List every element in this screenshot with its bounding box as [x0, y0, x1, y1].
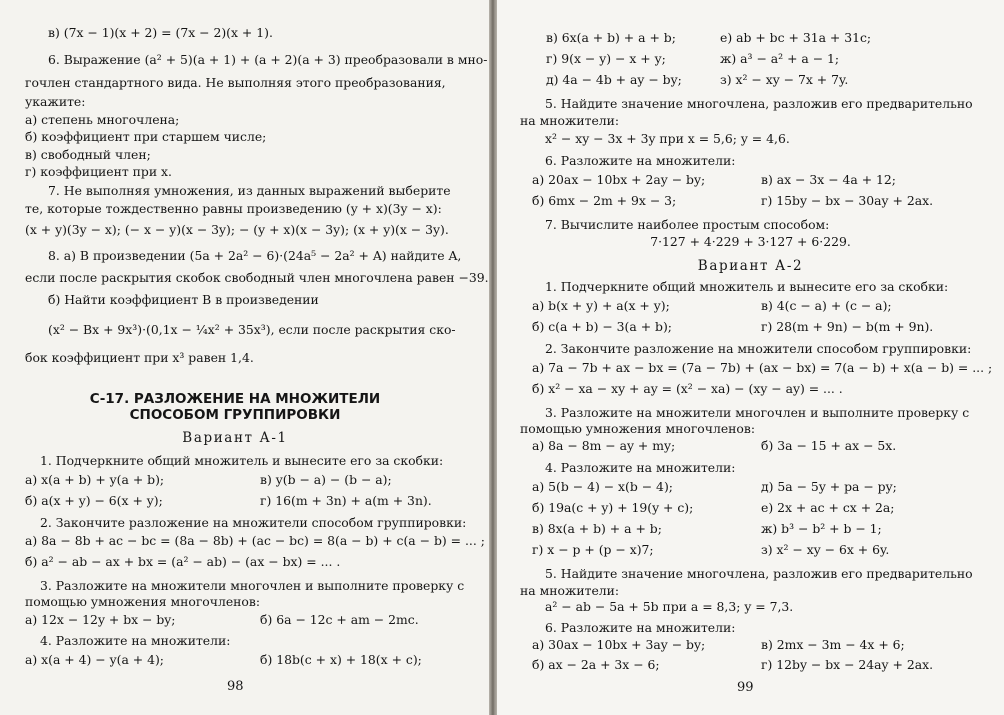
a1-task2-a: а) 8a − 8b + ac − bc = (8a − 8b) + (ac − bc) = 8(a − b) + c(a − b) = ... ; — [25, 533, 485, 548]
a2-task4-title: 4. Разложите на множители: — [545, 460, 736, 475]
task7-title: 7. Вычислите наиболее простым способом: — [545, 217, 830, 232]
section-title-line-2: СПОСОБОМ ГРУППИРОВКИ — [129, 407, 341, 423]
a2-task5-line-2: на множители: — [520, 583, 620, 598]
a2-task6-b: б) ax − 2a + 3x − 6; — [532, 657, 660, 672]
problem-6-line-2: гочлен стандартного вида. Не выполняя этого преобразования, — [25, 75, 446, 90]
task4-d-line: д) 4a − 4b + ay − by; — [546, 72, 682, 87]
task4-z-line: з) x² − xy − 7x + 7y. — [720, 72, 849, 87]
a1-task1-title: 1. Подчеркните общий множитель и вынесите его за скобки: — [40, 453, 444, 468]
problem-8b-line-1: б) Найти коэффициент B в произведении — [48, 292, 319, 307]
a2-task6-v: в) 2mx − 3m − 4x + 6; — [761, 637, 905, 652]
task7-expression: 7·127 + 4·229 + 3·127 + 6·229. — [650, 234, 851, 249]
a2-task3-line-1: 3. Разложите на множители многочлен и выполните проверку с — [545, 405, 970, 420]
a1-task4-b: б) 18b(c + x) + 18(x + c); — [260, 652, 422, 667]
a2-task3-line-2: помощью умножения многочленов: — [520, 421, 756, 436]
a2-task6-title: 6. Разложите на множители: — [545, 620, 736, 635]
a2-task3-b: б) 3a − 15 + ax − 5x. — [761, 438, 897, 453]
problem-7-line-3: (x + y)(3y − x); (− x − y)(x − 3y); − (y + x)(x − 3y); (x + y)(x − 3y). — [25, 222, 449, 237]
task4-e-line: е) ab + bc + 31a + 31c; — [720, 30, 872, 45]
a1-task3-b: б) 6a − 12c + am − 2mc. — [260, 612, 419, 627]
a2-task1-b: б) c(a + b) − 3(a + b); — [532, 319, 672, 334]
problem-6-line-3: укажите: — [25, 94, 86, 109]
a1-task1-v: в) y(b − a) − (b − a); — [260, 472, 392, 487]
a1-task3-line-2: помощью умножения многочленов: — [25, 594, 261, 609]
a2-task2-title: 2. Закончите разложение на множители способом группировки: — [545, 341, 972, 356]
a2-task4-g: г) x − p + (p − x)7; — [532, 542, 654, 557]
a2-task5-line-1: 5. Найдите значение многочлена, разложив его предварительно — [545, 566, 973, 581]
problem-8-line-1: 8. а) В произведении (5a + 2a² − 6)·(24a⁵ − 2a² + A) найдите A, — [48, 248, 462, 263]
problem-8b-formula: (x² − Bx + 9x³)·(0,1x − ¼x² + 35x³), если после раскрытия ско- — [48, 322, 456, 337]
a1-task1-g: г) 16(m + 3n) + a(m + 3n). — [260, 493, 432, 508]
task6-a: а) 20ax − 10bx + 2ay − by; — [532, 172, 706, 187]
task4-zh-line: ж) a³ − a² + a − 1; — [720, 51, 840, 66]
task4-g-line: г) 9(x − y) − x + y; — [546, 51, 666, 66]
task5-line-2: на множители: — [520, 113, 620, 128]
problem-7-line-1: 7. Не выполняя умножения, из данных выражений выберите — [48, 183, 451, 198]
task6-b: б) 6mx − 2m + 9x − 3; — [532, 193, 677, 208]
a2-task4-e: е) 2x + ac + cx + 2a; — [761, 500, 895, 515]
problem-7-line-2: те, которые тождественно равны произведению (y + x)(3y − x): — [25, 201, 442, 216]
variant-a1-heading: Вариант А-1 — [182, 430, 288, 446]
a2-task4-a: а) 5(b − 4) − x(b − 4); — [532, 479, 673, 494]
problem-6-line-1: 6. Выражение (a² + 5)(a + 1) + (a + 2)(a + 3) преобразовали в мно- — [48, 52, 488, 67]
a2-task5-formula: a² − ab − 5a + 5b при a = 8,3; y = 7,3. — [545, 599, 794, 614]
a1-task4-a: а) x(a + 4) − y(a + 4); — [25, 652, 164, 667]
section-title-line-1: С-17. РАЗЛОЖЕНИЕ НА МНОЖИТЕЛИ — [89, 391, 381, 407]
task6-v: в) ax − 3x − 4a + 12; — [761, 172, 896, 187]
a2-task3-a: а) 8a − 8m − ay + my; — [532, 438, 676, 453]
a2-task2-a: а) 7a − 7b + ax − bx = (7a − 7b) + (ax − bx) = 7(a − b) + x(a − b) = ... ; — [532, 360, 993, 375]
a2-task4-zh: ж) b³ − b² + b − 1; — [761, 521, 882, 536]
problem-6-item-b: б) коэффициент при старшем числе; — [25, 129, 267, 144]
a2-task1-title: 1. Подчеркните общий множитель и вынесите его за скобки: — [545, 279, 949, 294]
task6-g: г) 15by − bx − 30ay + 2ax. — [761, 193, 934, 208]
a2-task4-d: д) 5a − 5y + pa − py; — [761, 479, 897, 494]
problem-8b-line-3: бок коэффициент при x³ равен 1,4. — [25, 350, 254, 365]
left-page — [0, 0, 490, 715]
a2-task4-v: в) 8x(a + b) + a + b; — [532, 521, 662, 536]
page-number-left: 98 — [227, 679, 244, 694]
a2-task1-v: в) 4(c − a) + (c − a); — [761, 298, 892, 313]
problem-5v-line: в) (7x − 1)(x + 2) = (7x − 2)(x + 1). — [48, 25, 273, 40]
a1-task1-a: а) x(a + b) + y(a + b); — [25, 472, 165, 487]
right-page — [497, 0, 1004, 715]
task6-title: 6. Разложите на множители: — [545, 153, 736, 168]
page-number-right: 99 — [737, 680, 754, 695]
a1-task2-title: 2. Закончите разложение на множители способом группировки: — [40, 515, 467, 530]
task4-v-line: в) 6x(a + b) + a + b; — [546, 30, 676, 45]
a2-task1-a: а) b(x + y) + a(x + y); — [532, 298, 670, 313]
a2-task6-g: г) 12by − bx − 24ay + 2ax. — [761, 657, 934, 672]
a2-task4-z: з) x² − xy − 6x + 6y. — [761, 542, 890, 557]
a2-task6-a: а) 30ax − 10bx + 3ay − by; — [532, 637, 706, 652]
a1-task3-a: а) 12x − 12y + bx − by; — [25, 612, 176, 627]
a2-task2-b: б) x² − xa − xy + ay = (x² − xa) − (xy − ay) = ... . — [532, 381, 843, 396]
a1-task2-b: б) a² − ab − ax + bx = (a² − ab) − (ax − bx) = ... . — [25, 554, 341, 569]
a2-task1-g: г) 28(m + 9n) − b(m + 9n). — [761, 319, 934, 334]
problem-6-item-v: в) свободный член; — [25, 147, 151, 162]
problem-6-item-a: а) степень многочлена; — [25, 112, 180, 127]
a1-task1-b: б) a(x + y) − 6(x + y); — [25, 493, 163, 508]
problem-6-item-g: г) коэффициент при x. — [25, 164, 172, 179]
task5-line-1: 5. Найдите значение многочлена, разложив его предварительно — [545, 96, 973, 111]
task5-formula: x² − xy − 3x + 3y при x = 5,6; y = 4,6. — [545, 131, 790, 146]
variant-a2-heading: Вариант А-2 — [697, 258, 804, 274]
problem-8-line-2: если после раскрытия скобок свободный член многочлена равен −39. — [25, 270, 489, 285]
a2-task4-b: б) 19a(c + y) + 19(y + c); — [532, 500, 694, 515]
a1-task4-title: 4. Разложите на множители: — [40, 633, 231, 648]
a1-task3-line-1: 3. Разложите на множители многочлен и выполните проверку с — [40, 578, 465, 593]
